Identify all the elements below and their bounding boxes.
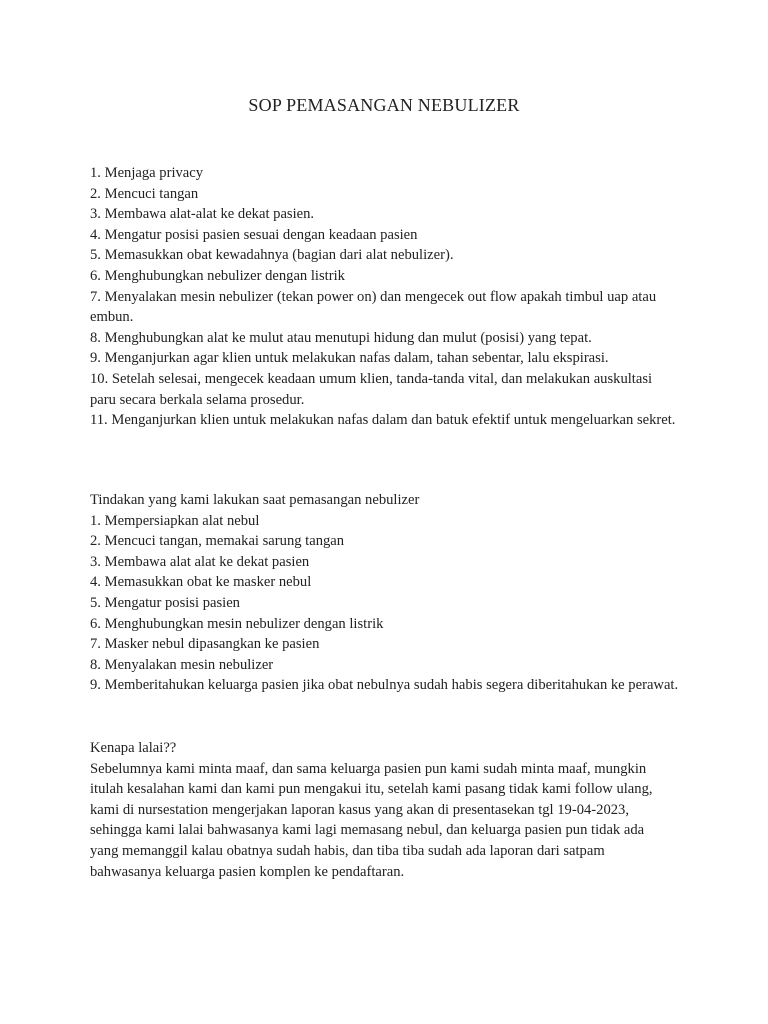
sop-step: 5. Memasukkan obat kewadahnya (bagian dari alat nebulizer). — [90, 247, 454, 264]
action-item: 5. Mengatur posisi pasien — [90, 594, 240, 611]
sop-steps-list — [90, 163, 680, 431]
sop-step: 1. Menjaga privacy — [90, 165, 204, 181]
reason-line: yang memanggil kalau obatnya sudah habis, dan tiba tiba sudah ada laporan dari satpam — [90, 842, 605, 859]
sop-step: 9. Menganjurkan agar klien untuk melakukan nafas dalam, tahan sebentar, lalu ekspirasi. — [90, 350, 609, 367]
sop-step: 10. Setelah selesai, mengecek keadaan umum klien, tanda-tanda vital, dan melakukan auskultasi paru secara berkala selama prosedur. — [90, 370, 653, 408]
sop-step: 3. Membawa alat-alat ke dekat pasien. — [90, 206, 315, 223]
action-item: 9. Memberitahukan keluarga pasien jika obat nebulnya sudah habis segera diberitahukan ke perawat. — [90, 677, 679, 694]
action-item: 1. Mempersiapkan alat nebul — [90, 512, 260, 529]
action-item: 2. Mencuci tangan, memakai sarung tangan — [90, 533, 345, 550]
reason-section — [90, 738, 680, 882]
sop-step: 11. Menganjurkan klien untuk melakukan nafas dalam dan batuk efektif untuk mengeluarkan sekret. — [90, 412, 676, 429]
sop-step: 7. Menyalakan mesin nebulizer (tekan power on) dan mengecek out flow apakah timbul uap atau embun. — [90, 288, 657, 326]
action-item: 3. Membawa alat alat ke dekat pasien — [90, 553, 310, 570]
action-item: 8. Menyalakan mesin nebulizer — [90, 656, 274, 673]
sop-step: 6. Menghubungkan nebulizer dengan listrik — [90, 267, 345, 284]
reason-line: sehingga kami lalai bahwasanya kami lagi memasang nebul, dan keluarga pasien pun tidak ada — [90, 822, 645, 839]
reason-line: kami di nursestation mengerjakan laporan kasus yang akan di presentasekan tgl 19-04-2023, — [90, 801, 630, 818]
sop-step: 4. Mengatur posisi pasien sesuai dengan keadaan pasien — [90, 226, 418, 243]
reason-heading: Kenapa lalai?? — [90, 740, 177, 756]
actions-section — [90, 490, 680, 696]
reason-paragraph — [90, 759, 680, 883]
sop-step: 2. Mencuci tangan — [90, 185, 199, 202]
document-title: SOP PEMASANGAN NEBULIZER — [248, 95, 520, 115]
actions-heading: Tindakan yang kami lakukan saat pemasangan nebulizer — [90, 492, 420, 508]
action-item: 4. Memasukkan obat ke masker nebul — [90, 574, 312, 591]
sop-step: 8. Menghubungkan alat ke mulut atau menutupi hidung dan mulut (posisi) yang tepat. — [90, 329, 592, 346]
action-item: 7. Masker nebul dipasangkan ke pasien — [90, 636, 320, 653]
reason-line: itulah kesalahan kami dan kami pun mengakui itu, setelah kami pasang tidak kami follow ulang, — [90, 781, 653, 798]
actions-list — [90, 511, 680, 696]
action-item: 6. Menghubungkan mesin nebulizer dengan listrik — [90, 615, 384, 632]
reason-line: bahwasanya keluarga pasien komplen ke pendaftaran. — [90, 863, 405, 880]
reason-line: Sebelumnya kami minta maaf, dan sama keluarga pasien pun kami sudah minta maaf, mungkin — [90, 760, 647, 777]
